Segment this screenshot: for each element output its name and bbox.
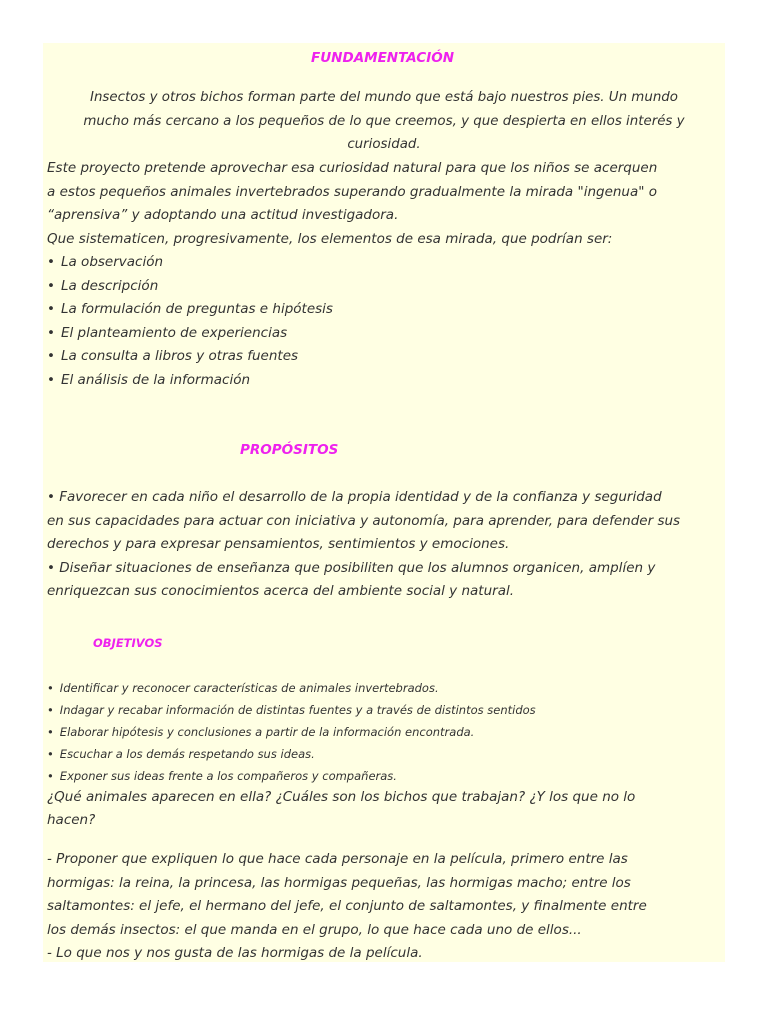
bullet-item: • La observación — [47, 254, 164, 270]
objetivo-item: • Escuchar a los demás respetando sus ideas. — [47, 747, 315, 761]
bullet-text: La formulación de preguntas e hipótesis — [60, 301, 333, 317]
propositos-line: • Favorecer en cada niño el desarrollo de la propia identidad y de la confianza y seguridad — [47, 489, 662, 505]
bullet-item: • La consulta a libros y otras fuentes — [47, 348, 299, 364]
bullet-text: La descripción — [60, 278, 159, 294]
bullet-item: • La formulación de preguntas e hipótesis — [47, 301, 333, 317]
bullet-item: • La descripción — [47, 278, 159, 294]
preguntas-line: hacen? — [47, 812, 96, 828]
intro-line: curiosidad. — [347, 137, 421, 152]
preguntas-line: ¿Qué animales aparecen en ella? ¿Cuáles son los bichos que trabajan? ¿Y los que no lo — [47, 789, 636, 805]
objetivo-text: Elaborar hipótesis y conclusiones a partir de la información encontrada. — [59, 725, 475, 739]
intro-line: Insectos y otros bichos forman parte del mundo que está bajo nuestros pies. Un mundo — [90, 90, 678, 105]
body-line: “aprensiva” y adoptando una actitud investigadora. — [47, 207, 399, 223]
intro-line: mucho más cercano a los pequeños de lo que creemos, y que despierta en ellos interés y — [83, 114, 685, 129]
body-line: Que sistematicen, progresivamente, los elementos de esa mirada, que podrían ser: — [47, 231, 613, 247]
body-line: a estos pequeños animales invertebrados superando gradualmente la mirada "ingenua" o — [47, 184, 658, 200]
actividades-line: - Lo que nos y nos gusta de las hormigas de la película. — [47, 945, 423, 961]
objetivo-item: • Indagar y recabar información de distintas fuentes y a través de distintos sentidos — [47, 703, 536, 717]
bullet-item: • El planteamiento de experiencias — [47, 325, 288, 341]
propositos-line: en sus capacidades para actuar con iniciativa y autonomía, para aprender, para defender sus — [47, 513, 681, 529]
heading-propositos: PROPÓSITOS — [240, 442, 339, 458]
bullet-text: El análisis de la información — [60, 372, 251, 388]
propositos-line: derechos y para expresar pensamientos, sentimientos y emociones. — [47, 536, 510, 552]
bullet-text: La observación — [60, 254, 164, 270]
actividades-line: hormigas: la reina, la princesa, las hormigas pequeñas, las hormigas macho; entre los — [47, 875, 631, 891]
heading-objetivos: OBJETIVOS — [93, 636, 163, 650]
propositos-line: enriquezcan sus conocimientos acerca del ambiente social y natural. — [47, 583, 515, 599]
objetivo-text: Exponer sus ideas frente a los compañeros y compañeras. — [59, 769, 397, 783]
propositos-line: • Diseñar situaciones de enseñanza que posibiliten que los alumnos organicen, amplíen y — [47, 560, 656, 576]
objetivo-item: • Identificar y reconocer características de animales invertebrados. — [47, 681, 439, 695]
actividades-line: - Proponer que expliquen lo que hace cada personaje en la película, primero entre las — [47, 851, 628, 867]
actividades-line: los demás insectos: el que manda en el grupo, lo que hace cada uno de ellos... — [47, 922, 582, 938]
objetivo-item: • Elaborar hipótesis y conclusiones a partir de la información encontrada. — [47, 725, 475, 739]
bullet-text: El planteamiento de experiencias — [60, 325, 288, 341]
bullet-text: La consulta a libros y otras fuentes — [60, 348, 299, 364]
body-line: Este proyecto pretende aprovechar esa curiosidad natural para que los niños se acerquen — [47, 160, 658, 176]
heading-fundamentacion: FUNDAMENTACIÓN — [311, 50, 454, 66]
bullet-item: • El análisis de la información — [47, 372, 251, 388]
objetivo-text: Indagar y recabar información de distintas fuentes y a través de distintos sentidos — [59, 703, 536, 717]
objetivo-item: • Exponer sus ideas frente a los compañeros y compañeras. — [47, 769, 397, 783]
document-page — [43, 43, 725, 962]
objetivo-text: Escuchar a los demás respetando sus ideas. — [59, 747, 315, 761]
actividades-line: saltamontes: el jefe, el hermano del jefe, el conjunto de saltamontes, y finalmente entre — [47, 898, 647, 914]
objetivo-text: Identificar y reconocer características de animales invertebrados. — [59, 681, 439, 695]
